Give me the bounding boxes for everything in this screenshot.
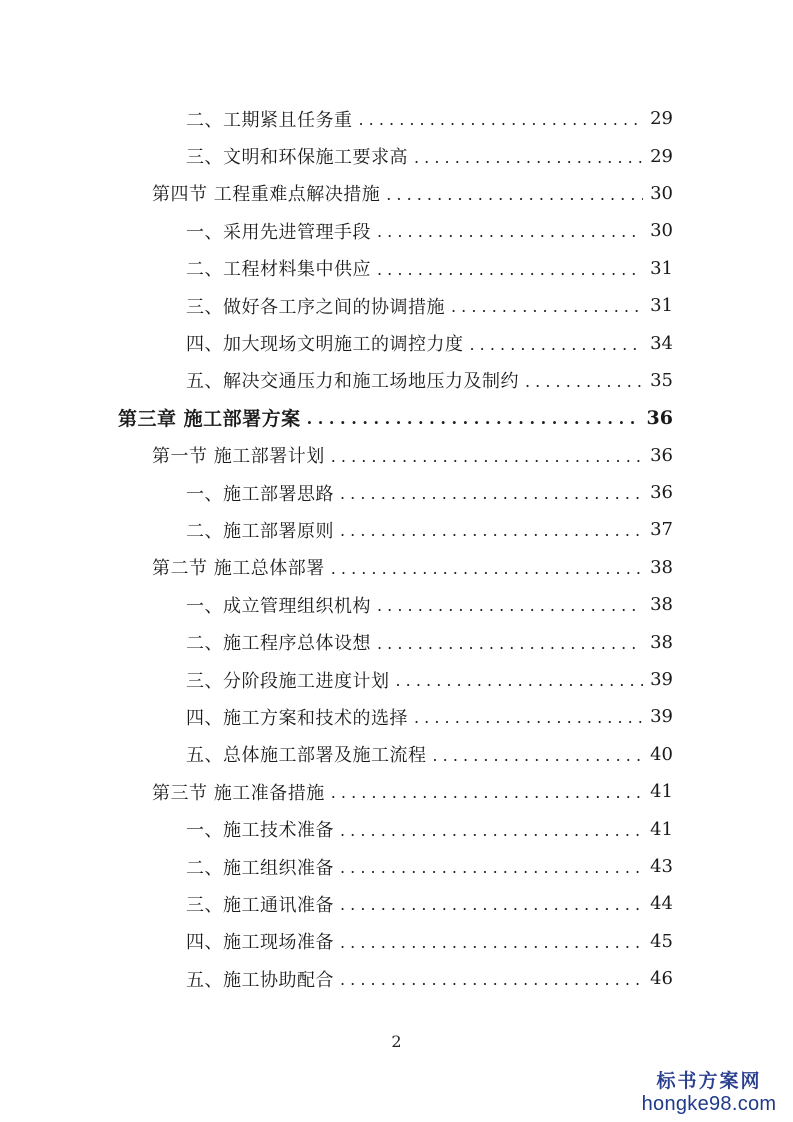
toc-entry[interactable] bbox=[0, 212, 793, 249]
toc-entry[interactable] bbox=[0, 848, 793, 885]
toc-entry[interactable] bbox=[0, 287, 793, 324]
toc-entry-page: 35 bbox=[650, 369, 673, 391]
toc-entry[interactable] bbox=[0, 474, 793, 511]
toc-entry[interactable] bbox=[0, 250, 793, 287]
toc-entry[interactable] bbox=[0, 137, 793, 174]
toc-entry-page: 41 bbox=[650, 818, 673, 840]
toc-entry-title: 第三节 施工准备措施 bbox=[152, 782, 325, 804]
dot-leader bbox=[331, 447, 643, 466]
toc-entry-page: 40 bbox=[650, 743, 673, 765]
toc-entry-title: 第四节 工程重难点解决措施 bbox=[152, 184, 381, 206]
toc-entry-page: 30 bbox=[650, 220, 673, 242]
toc-entry-title: 一、采用先进管理手段 bbox=[186, 221, 371, 243]
toc-entry-title: 二、工期紧且任务重 bbox=[186, 109, 353, 131]
toc-entry-title: 第一节 施工部署计划 bbox=[152, 446, 325, 468]
toc-entry-title: 一、成立管理组织机构 bbox=[186, 595, 371, 617]
dot-leader bbox=[451, 297, 643, 316]
toc-entry[interactable] bbox=[0, 736, 793, 773]
toc-entry[interactable] bbox=[0, 437, 793, 474]
toc-entry[interactable] bbox=[0, 923, 793, 960]
toc-entry[interactable] bbox=[0, 661, 793, 698]
dot-leader bbox=[340, 970, 643, 989]
toc-entry-title: 二、施工程序总体设想 bbox=[186, 633, 371, 655]
toc-entry-page: 37 bbox=[650, 519, 673, 541]
toc-entry[interactable] bbox=[0, 586, 793, 623]
dot-leader bbox=[340, 895, 643, 914]
dot-leader bbox=[525, 372, 643, 391]
toc-entry-title: 四、施工现场准备 bbox=[186, 932, 334, 954]
toc-entry-title: 五、施工协助配合 bbox=[186, 969, 334, 991]
toc-entry-page: 38 bbox=[650, 631, 673, 653]
toc-entry[interactable] bbox=[0, 885, 793, 922]
dot-leader bbox=[331, 783, 643, 802]
toc-entry[interactable] bbox=[0, 623, 793, 660]
toc-entry[interactable] bbox=[0, 698, 793, 735]
dot-leader bbox=[386, 185, 643, 204]
toc-entry-title: 三、做好各工序之间的协调措施 bbox=[186, 296, 445, 318]
toc-entry-page: 44 bbox=[650, 893, 673, 915]
toc-entry-title: 三、文明和环保施工要求高 bbox=[186, 147, 408, 169]
toc-chapter-entry[interactable] bbox=[0, 399, 793, 436]
toc-entry[interactable] bbox=[0, 810, 793, 847]
table-of-contents bbox=[0, 100, 793, 997]
toc-entry-title: 第三章 施工部署方案 bbox=[118, 408, 301, 431]
toc-entry-title: 四、施工方案和技术的选择 bbox=[186, 707, 408, 729]
dot-leader bbox=[359, 110, 644, 129]
toc-entry-title: 五、解决交通压力和施工场地压力及制约 bbox=[186, 371, 519, 393]
toc-entry-title: 三、施工通讯准备 bbox=[186, 894, 334, 916]
toc-entry-title: 二、施工部署原则 bbox=[186, 520, 334, 542]
dot-leader bbox=[307, 409, 641, 428]
toc-entry-title: 五、总体施工部署及施工流程 bbox=[186, 745, 427, 767]
dot-leader bbox=[414, 708, 643, 727]
toc-entry-title: 四、加大现场文明施工的调控力度 bbox=[186, 334, 464, 356]
toc-entry[interactable] bbox=[0, 549, 793, 586]
dot-leader bbox=[433, 746, 644, 765]
toc-entry[interactable] bbox=[0, 362, 793, 399]
page-number: 2 bbox=[391, 1032, 402, 1051]
toc-entry-page: 38 bbox=[650, 594, 673, 616]
toc-entry[interactable] bbox=[0, 773, 793, 810]
toc-entry-title: 一、施工部署思路 bbox=[186, 483, 334, 505]
watermark-url[interactable]: hongke98.com bbox=[641, 1093, 777, 1115]
toc-entry[interactable] bbox=[0, 511, 793, 548]
toc-entry[interactable] bbox=[0, 175, 793, 212]
toc-entry-page: 36 bbox=[646, 406, 673, 429]
toc-entry-page: 30 bbox=[650, 182, 673, 204]
toc-entry-title: 二、施工组织准备 bbox=[186, 857, 334, 879]
dot-leader bbox=[340, 484, 643, 503]
toc-entry-page: 29 bbox=[650, 145, 673, 167]
dot-leader bbox=[340, 521, 643, 540]
toc-entry-page: 43 bbox=[650, 856, 673, 877]
toc-entry-page: 45 bbox=[650, 930, 673, 952]
toc-entry-page: 39 bbox=[650, 669, 673, 691]
toc-entry-page: 38 bbox=[650, 556, 673, 578]
toc-entry-title: 三、分阶段施工进度计划 bbox=[186, 670, 390, 692]
watermark-site-name: 标书方案网 bbox=[656, 1070, 762, 1092]
site-watermark[interactable] bbox=[639, 1066, 779, 1116]
toc-entry[interactable] bbox=[0, 324, 793, 361]
toc-entry-title: 第二节 施工总体部署 bbox=[152, 558, 325, 580]
dot-leader bbox=[377, 634, 643, 653]
dot-leader bbox=[331, 559, 643, 578]
toc-entry-page: 31 bbox=[650, 257, 673, 279]
toc-entry[interactable] bbox=[0, 960, 793, 997]
toc-entry-page: 31 bbox=[650, 295, 673, 317]
toc-entry-page: 46 bbox=[650, 968, 673, 990]
toc-entry-title: 二、工程材料集中供应 bbox=[186, 259, 371, 281]
dot-leader bbox=[377, 260, 643, 279]
dot-leader bbox=[377, 596, 643, 615]
toc-entry-page: 39 bbox=[650, 706, 673, 728]
dot-leader bbox=[340, 933, 643, 952]
toc-entry-page: 34 bbox=[650, 332, 673, 354]
toc-entry-title: 一、施工技术准备 bbox=[186, 820, 334, 842]
dot-leader bbox=[377, 222, 643, 241]
dot-leader bbox=[396, 671, 644, 690]
dot-leader bbox=[414, 148, 643, 167]
toc-entry-page: 36 bbox=[650, 444, 673, 466]
dot-leader bbox=[340, 858, 643, 877]
dot-leader bbox=[470, 335, 644, 354]
toc-entry[interactable] bbox=[0, 100, 793, 137]
toc-entry-page: 36 bbox=[650, 482, 673, 504]
dot-leader bbox=[340, 821, 643, 840]
toc-entry-page: 29 bbox=[650, 108, 673, 130]
toc-entry-page: 41 bbox=[650, 781, 673, 803]
